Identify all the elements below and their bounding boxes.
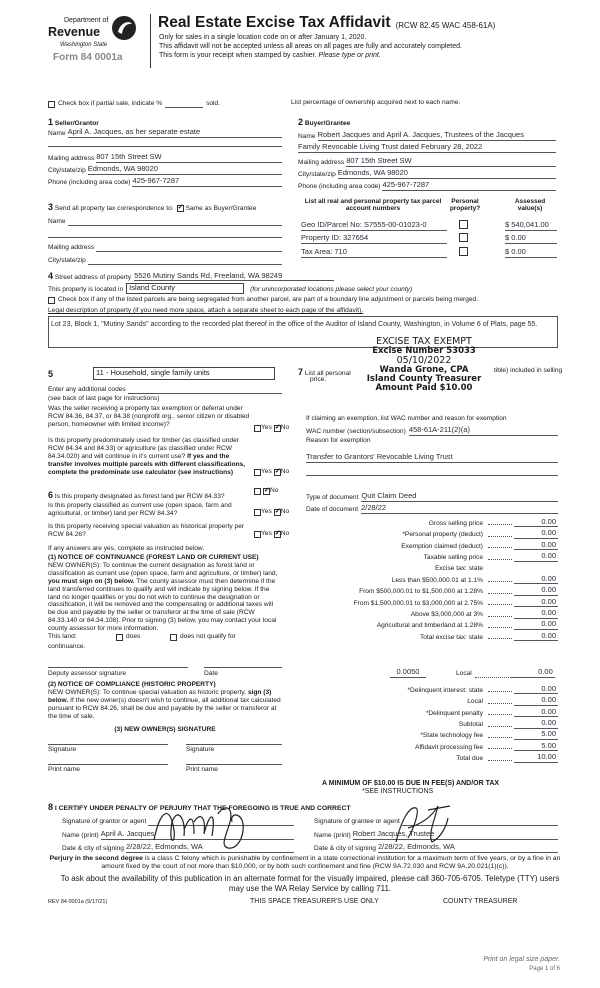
tax-calc-2-label: Subtotal — [458, 720, 483, 728]
q2-no-label: No — [280, 468, 290, 475]
q2-yes-checkbox[interactable] — [254, 469, 261, 476]
owner-signature-label-1: Signature — [48, 746, 77, 753]
does-not-label: does not qualify for — [180, 633, 236, 640]
owner-signature-line-1[interactable] — [48, 744, 168, 745]
tax-calc-2-value[interactable]: 0.00 — [514, 719, 558, 729]
if-yes-note: If any answers are yes, complete as instructed below. — [48, 545, 205, 552]
seller-city-field[interactable]: Edmonds, WA 98020 — [88, 165, 282, 175]
title-reference: (RCW 82.45 WAC 458-61A) — [395, 20, 496, 30]
doc-type-label: Type of document — [306, 494, 359, 502]
personal-property-checkbox-3[interactable] — [459, 247, 468, 256]
tax-calc-2-row — [326, 683, 558, 694]
legal-description-field[interactable]: Lot 23, Block 1, "Mutiny Sands" according to the recorded plat thereof in the office of the Auditor of Island County, Washington, in Volume 6 of Plats, page 55. — [48, 316, 558, 348]
form-number: Form 84 0001a — [53, 52, 123, 63]
parcel-account-1[interactable]: Geo ID/Parcel No: S7555-00-01023-0 — [301, 221, 447, 231]
tax-calculation — [326, 516, 558, 641]
grantor-name-field[interactable]: April A. Jacques — [101, 830, 294, 840]
grantee-date-field[interactable]: 2/28/22, Edmonds, WA — [378, 843, 558, 853]
deputy-signature-label: Deputy assessor signature — [48, 670, 127, 677]
q5-yes-label: Yes — [261, 530, 272, 537]
does-not-checkbox[interactable] — [170, 634, 177, 641]
personal-property-list-label-2: price. — [310, 376, 327, 383]
grantee-sig-label: Signature of grantee or agent — [314, 818, 400, 826]
stamp-line-4: Wanda Grone, CPA — [379, 364, 469, 375]
q1-yes-label: Yes — [261, 424, 272, 431]
doc-date-field[interactable]: 2/28/22 — [361, 504, 558, 514]
exempt-stamp — [358, 337, 490, 393]
tax-calc-value[interactable]: 0.00 — [514, 598, 558, 608]
assessed-value-2[interactable]: $ 0.00 — [505, 234, 557, 244]
doc-type-field[interactable]: Quit Claim Deed — [361, 492, 558, 502]
q2-yes-label: Yes — [261, 468, 272, 475]
header-divider — [150, 14, 151, 68]
grantor-date-field[interactable]: 2/28/22, Edmonds, WA — [126, 843, 294, 853]
exemption-instruction: If claiming an exemption, list WAC number and reason for exemption — [306, 415, 507, 422]
tax-calc-2-row — [326, 694, 558, 705]
buyer-phone-field[interactable]: 425-967-7287 — [382, 181, 556, 191]
this-land-label: This land: — [48, 633, 77, 640]
corr-name-line-2[interactable] — [48, 237, 282, 238]
tax-calc-2-row — [326, 740, 558, 751]
buyer-heading: Buyer/Grantee — [304, 120, 351, 127]
continuance-label: continuance. — [48, 643, 86, 650]
seller-name-label: Name — [48, 130, 66, 138]
tax-calc-label: Gross selling price — [428, 519, 483, 527]
owner-print-line-2[interactable] — [186, 764, 282, 765]
buyer-name-field-2[interactable]: Family Revocable Living Trust dated February 28, 2022 — [298, 143, 556, 153]
county-select[interactable]: Island County — [126, 283, 244, 294]
tax-calc-row — [326, 573, 558, 584]
revision-label: REV 84 0001a (9/17/21) — [48, 899, 108, 905]
personal-property-checkbox-1[interactable] — [459, 220, 468, 229]
dor-logo — [48, 14, 148, 70]
tax-calc-2-label: *Delinquent interest: state — [407, 686, 483, 694]
partial-sold-label: sold. — [206, 100, 221, 107]
local-label: Local — [456, 670, 472, 678]
buyer-city-field[interactable]: Edmonds, WA 98020 — [338, 169, 556, 179]
grantor-sig-label: Signature of grantor or agent — [62, 818, 147, 826]
tax-calc-label: Above $3,000,000 at 3% — [410, 610, 483, 618]
segregated-label: Check box if any of the listed parcels are being segregated from another parcel, are part of a boundary line adjustment or parcels being merged. — [58, 296, 479, 303]
stamp-line-5: Island County Treasurer — [366, 373, 482, 384]
owner-signature-label-2: Signature — [186, 746, 215, 753]
does-checkbox[interactable] — [116, 634, 123, 641]
tax-calc-value[interactable]: 0.00 — [514, 609, 558, 619]
dept-name: Revenue — [48, 25, 101, 39]
grantor-date-label: Date & city of signing — [62, 845, 124, 853]
partial-sale-label: Check box if partial sale, indicate % — [58, 100, 163, 107]
tax-calc-value[interactable]: 0.00 — [514, 529, 558, 539]
tax-calc-label: From $500,000.01 to $1,500,000 at 1.28% — [359, 588, 483, 596]
tax-calc-value[interactable]: 0.00 — [514, 632, 558, 642]
notice-1-text-a: NEW OWNER(S): To continue the current designation as forest land or classification as current use (open space, farm and agriculture, or timber) land, — [48, 561, 278, 577]
personal-property-list-label: List all personal — [304, 370, 351, 377]
seller-address-label: Mailing address — [48, 155, 95, 163]
grantee-name-field[interactable]: Robert Jacques, Trustee — [353, 830, 558, 840]
header-line-3: This form is your receipt when stamped by cashier. — [159, 51, 317, 59]
dept-state: Washington State — [60, 42, 108, 48]
q1-no-checkbox[interactable] — [274, 425, 281, 432]
tax-calc-row — [326, 607, 558, 618]
corr-city-label: City/state/zip — [48, 257, 86, 265]
stamp-line-1: EXCISE TAX EXEMPT — [376, 336, 472, 347]
tax-calc-row — [326, 562, 558, 573]
county-note: (for unincorporated locations please select your county) — [250, 286, 413, 294]
tax-calc-row — [326, 539, 558, 550]
tax-calc-label: From $1,500,000.01 to $3,000,000 at 2.75% — [353, 599, 483, 607]
legal-description-label: Legal description of property (if you need more space, attach a separate sheet to each page of the affidavit). — [48, 307, 364, 314]
see-back-note: (see back of last page for instructions) — [48, 395, 160, 402]
tax-calc-row — [326, 584, 558, 595]
buyer-phone-label: Phone (including area code) — [298, 183, 381, 191]
tax-calc-2-value[interactable]: 5.00 — [514, 730, 558, 740]
additional-codes-field[interactable] — [128, 387, 282, 394]
tax-calc-value[interactable]: 0.00 — [514, 575, 558, 585]
tax-calc-2-row — [326, 729, 558, 740]
q1-yes-checkbox[interactable] — [254, 425, 261, 432]
seller-name-line-2[interactable] — [48, 146, 282, 147]
personal-property-list-right: tible) included in selling — [494, 367, 563, 374]
buyer-city-label: City/state/zip — [298, 171, 336, 179]
q4-yes-label: Yes — [261, 508, 272, 515]
parcel-col-header: List all real and personal property tax parcel account numbers — [304, 198, 442, 213]
corr-name-label: Name — [48, 218, 66, 226]
seller-city-label: City/state/zip — [48, 167, 86, 175]
assessed-value-header: Assessed value(s) — [514, 198, 546, 213]
assessed-value-1[interactable]: $ 540,041.00 — [505, 221, 557, 231]
tax-calc-2-label: *Delinquent penalty — [425, 709, 483, 717]
reason-label: Reason for exemption — [306, 437, 371, 444]
tax-calc-2-label: *State technology fee — [420, 732, 483, 740]
corr-name-field[interactable] — [68, 218, 282, 226]
same-as-buyer-checkbox[interactable] — [177, 205, 184, 212]
alternate-format-note: To ask about the availability of this publication in an alternate format for the visually impaired, please call 360-705-6705. Teletype (TTY) users may use the WA Relay Service by calling 711. — [60, 874, 560, 893]
parcel-account-2[interactable]: Property ID: 327654 — [301, 234, 447, 244]
tax-calc-2-row — [326, 706, 558, 717]
wac-field[interactable]: 458-61A-211(2)(a) — [409, 426, 558, 436]
seller-phone-label: Phone (including area code) — [48, 179, 131, 187]
correspondence-label: Send all property tax correspondence to: — [54, 204, 174, 212]
assessed-value-3[interactable]: $ 0.00 — [505, 248, 557, 258]
q3-yes-checkbox[interactable] — [254, 488, 261, 495]
notice-2-text-a: NEW OWNER(S): To continue special valuation as historic property, — [48, 688, 247, 696]
owner-signature-line-2[interactable] — [186, 744, 282, 745]
tax-calc-value[interactable]: 0.00 — [514, 552, 558, 562]
reason-field[interactable]: Transfer to Grantors' Revocable Living Trust — [306, 453, 558, 463]
tax-calc-value[interactable]: 0.00 — [514, 541, 558, 551]
stamp-line-2: Excise Number 53033 — [372, 345, 476, 356]
reason-field-2[interactable] — [306, 475, 558, 476]
seller-address-field[interactable]: 807 15th Street SW — [96, 153, 282, 163]
q2-no-checkbox[interactable] — [274, 469, 281, 476]
exemption-question: Was the seller receiving a property tax exemption or deferral under RCW 84.36, 84.37, or 84.38 (nonprofit org., senior citizen or disabled person, homeowner with limited income)? — [48, 405, 250, 428]
owner-print-line-1[interactable] — [48, 764, 168, 765]
grantee-signature-scribble — [388, 798, 468, 850]
segregated-checkbox[interactable] — [48, 297, 55, 304]
tax-calc-label: *Personal property (deduct) — [402, 531, 483, 539]
timber-question-bold: If yes and the transfer involves multiple parcels with different classifications, complete the predominate use calculator (see instructions) — [48, 452, 246, 476]
perjury-bold: Perjury in the second degree — [49, 855, 143, 862]
grantee-name-label: Name (print) — [314, 832, 351, 840]
q5-no-label: No — [280, 530, 290, 537]
corr-address-label: Mailing address — [48, 244, 95, 252]
deputy-date-label: Date — [204, 670, 218, 677]
tax-calc-row — [326, 596, 558, 607]
tax-calc-row — [326, 619, 558, 630]
personal-property-checkbox-2[interactable] — [459, 233, 468, 242]
street-address-field[interactable]: 5526 Mutiny Sands Rd, Freeland, WA 98249 — [134, 272, 334, 282]
partial-percent-field[interactable] — [165, 101, 203, 108]
notice-3-title: (3) NEW OWNER(S) SIGNATURE — [114, 726, 216, 733]
certify-statement: I CERTIFY UNDER PENALTY OF PERJURY THAT THE FOREGOING IS TRUE AND CORRECT — [54, 805, 351, 812]
q5-no-checkbox[interactable] — [274, 531, 281, 538]
parcel-account-3[interactable]: Tax Area: 710 — [301, 248, 447, 258]
located-in-label: This property is located in — [48, 286, 124, 294]
tax-calc-label: Exemption claimed (deduct) — [401, 542, 483, 550]
q5-yes-checkbox[interactable] — [254, 531, 261, 538]
grantor-name-label: Name (print) — [62, 832, 99, 840]
tax-calc-label: Total excise tax: state — [419, 633, 483, 641]
local-value[interactable]: 0.00 — [511, 668, 555, 678]
current-use-question: Is this property classified as current use (open space, farm and agricultural, or timber) land per RCW 84.34? — [48, 502, 232, 517]
seller-name-field[interactable]: April A. Jacques, as her separate estate — [68, 128, 282, 138]
stamp-line-3: 05/10/2022 — [396, 354, 452, 366]
q4-no-label: No — [280, 508, 290, 515]
header-line-1: Only for sales in a single location code on or after January 1, 2020. — [159, 34, 367, 41]
dept-top: Department of — [64, 17, 109, 24]
tax-calc-2-value[interactable]: 0.00 — [514, 696, 558, 706]
ownership-note: List percentage of ownership acquired next to each name. — [291, 99, 461, 106]
q4-no-checkbox[interactable] — [274, 509, 281, 516]
tax-calculation-2 — [326, 683, 558, 763]
wac-label: WAC number (section/subsection) — [306, 428, 406, 436]
notice-1-title: (1) NOTICE OF CONTINUANCE (FOREST LAND OR CURRENT USE) — [48, 554, 259, 561]
perjury-text: is a class C felony which is punishable by confinement in a state correctional institution for a maximum term of five years, or by a fine in an amount fixed by the court of not more than $10,000, or by both such confinement and fine (RCW 9A.72.030 and RCW 9A.20.021(1)(c)). — [101, 855, 561, 871]
tax-calc-2-label: Local — [467, 698, 483, 706]
timber-question: Is this property predominately used for timber (as classified under RCW 84.34 and 84.33) or agriculture (as classified under RCW 84.34.020) and will continue in it's current use? — [48, 437, 239, 460]
forest-question: Is this property designated as forest land per RCW 84.33? — [54, 493, 225, 500]
grantor-signature-scribble — [150, 800, 260, 852]
q3-no-label: No — [270, 487, 279, 494]
tax-calc-row — [326, 527, 558, 538]
dor-emblem-icon — [110, 14, 138, 42]
header-line-2: This affidavit will not be accepted unless all areas on all pages are fully and accurately completed. — [159, 42, 462, 50]
deputy-signature-line[interactable] — [48, 667, 188, 668]
tax-calc-2-row — [326, 751, 558, 762]
tax-calc-2-value[interactable]: 0.00 — [514, 708, 558, 718]
tax-calc-value[interactable]: 0.00 — [514, 586, 558, 596]
tax-calc-label: Excise tax: state — [434, 565, 483, 573]
seller-phone-field[interactable]: 425-967-7287 — [132, 177, 282, 187]
see-instructions-note: *SEE INSTRUCTIONS — [362, 788, 434, 795]
minimum-due-note: A MINIMUM OF $10.00 IS DUE IN FEE(S) AND/OR TAX — [322, 780, 500, 787]
personal-property-header: Personal property? — [449, 198, 481, 213]
does-label: does — [126, 633, 141, 640]
stamp-line-6: Amount Paid $10.00 — [375, 382, 473, 393]
notice-1-text-c: The county assessor must then determine if the land transferred continues to qualify and will indicate by signing below. If the land no longer qualifies or you do not wish to continue the designation or classification, it will be removed and the compensating or additional taxes will be due and payable by the seller or transferor at the time of sale (RCW 84.33.140 or 84.34.108). Prior to signing (3) below, you may contact your local county assessor for more information. — [48, 577, 277, 633]
seller-heading: Seller/Grantor — [54, 120, 99, 127]
land-use-select[interactable]: 11 - Household, single family units — [93, 367, 275, 380]
q1-no-label: No — [280, 424, 290, 431]
page-number: Page 1 of 6 — [529, 966, 560, 972]
treasurer-use-label: THIS SPACE TREASURER'S USE ONLY — [250, 898, 379, 905]
owner-print-label-2: Print name — [186, 766, 218, 773]
tax-calc-2-value[interactable]: 10.00 — [514, 753, 558, 763]
grantee-date-label: Date & city of signing — [314, 845, 376, 853]
local-rate[interactable]: 0.0050 — [390, 668, 426, 678]
tax-calc-2-value[interactable]: 5.00 — [514, 742, 558, 752]
corr-city-field[interactable] — [88, 257, 282, 265]
buyer-name-label: Name — [298, 133, 316, 141]
partial-sale-checkbox[interactable] — [48, 101, 55, 108]
tax-calc-2-label: Affidavit processing fee — [414, 743, 483, 751]
additional-codes-label: Enter any additional codes — [48, 386, 126, 393]
tax-calc-label: Agricultural and timberland at 1.28% — [376, 622, 483, 630]
tax-calc-2-row — [326, 717, 558, 728]
county-treasurer-label: COUNTY TREASURER — [443, 898, 518, 905]
buyer-name-field[interactable]: Robert Jacques and April A. Jacques, Trustees of the Jacques — [318, 131, 556, 141]
page-title: Real Estate Excise Tax Affidavit — [158, 14, 391, 31]
tax-calc-row — [326, 630, 558, 641]
legal-paper-note: Print on legal size paper. — [483, 956, 560, 963]
historic-question: Is this property receiving special valuation as historical property per RCW 84.26? — [48, 523, 245, 538]
tax-calc-label: Less than $500,000.01 at 1.1% — [391, 576, 483, 584]
deputy-date-line[interactable] — [204, 667, 282, 668]
tax-calc-label: Taxable selling price — [423, 553, 483, 561]
corr-address-field[interactable] — [96, 244, 282, 252]
owner-print-label-1: Print name — [48, 766, 80, 773]
tax-calc-2-label: Total due — [456, 755, 483, 763]
q4-yes-checkbox[interactable] — [254, 509, 261, 516]
doc-date-label: Date of document — [306, 506, 359, 514]
tax-calc-row — [326, 516, 558, 527]
tax-calc-row — [326, 550, 558, 561]
street-address-label: Street address of property — [54, 273, 132, 281]
notice-2-text-b: sign (3) below. — [48, 688, 272, 704]
notice-2-text-c: If the new owner(s) doesn't wish to continue, all additional tax calculated pursuant to RCW 84.26, shall be due and payable by the seller or transferor at the time of sale. — [48, 696, 281, 720]
notice-2-title: (2) NOTICE OF COMPLIANCE (HISTORIC PROPERTY) — [48, 681, 216, 688]
notice-1-text-b: you must sign on (3) below. — [48, 577, 135, 585]
buyer-address-label: Mailing address — [298, 159, 345, 167]
tax-calc-2-value[interactable]: 0.00 — [514, 685, 558, 695]
tax-calc-value[interactable]: 0.00 — [514, 620, 558, 630]
header-line-3-emphasis: Please type or print. — [318, 51, 381, 59]
buyer-address-field[interactable]: 807 15th Street SW — [346, 157, 556, 167]
q3-no-checkbox[interactable] — [263, 488, 270, 495]
tax-calc-value[interactable]: 0.00 — [514, 518, 558, 528]
same-as-buyer-label: Same as Buyer/Grantee — [185, 204, 257, 212]
